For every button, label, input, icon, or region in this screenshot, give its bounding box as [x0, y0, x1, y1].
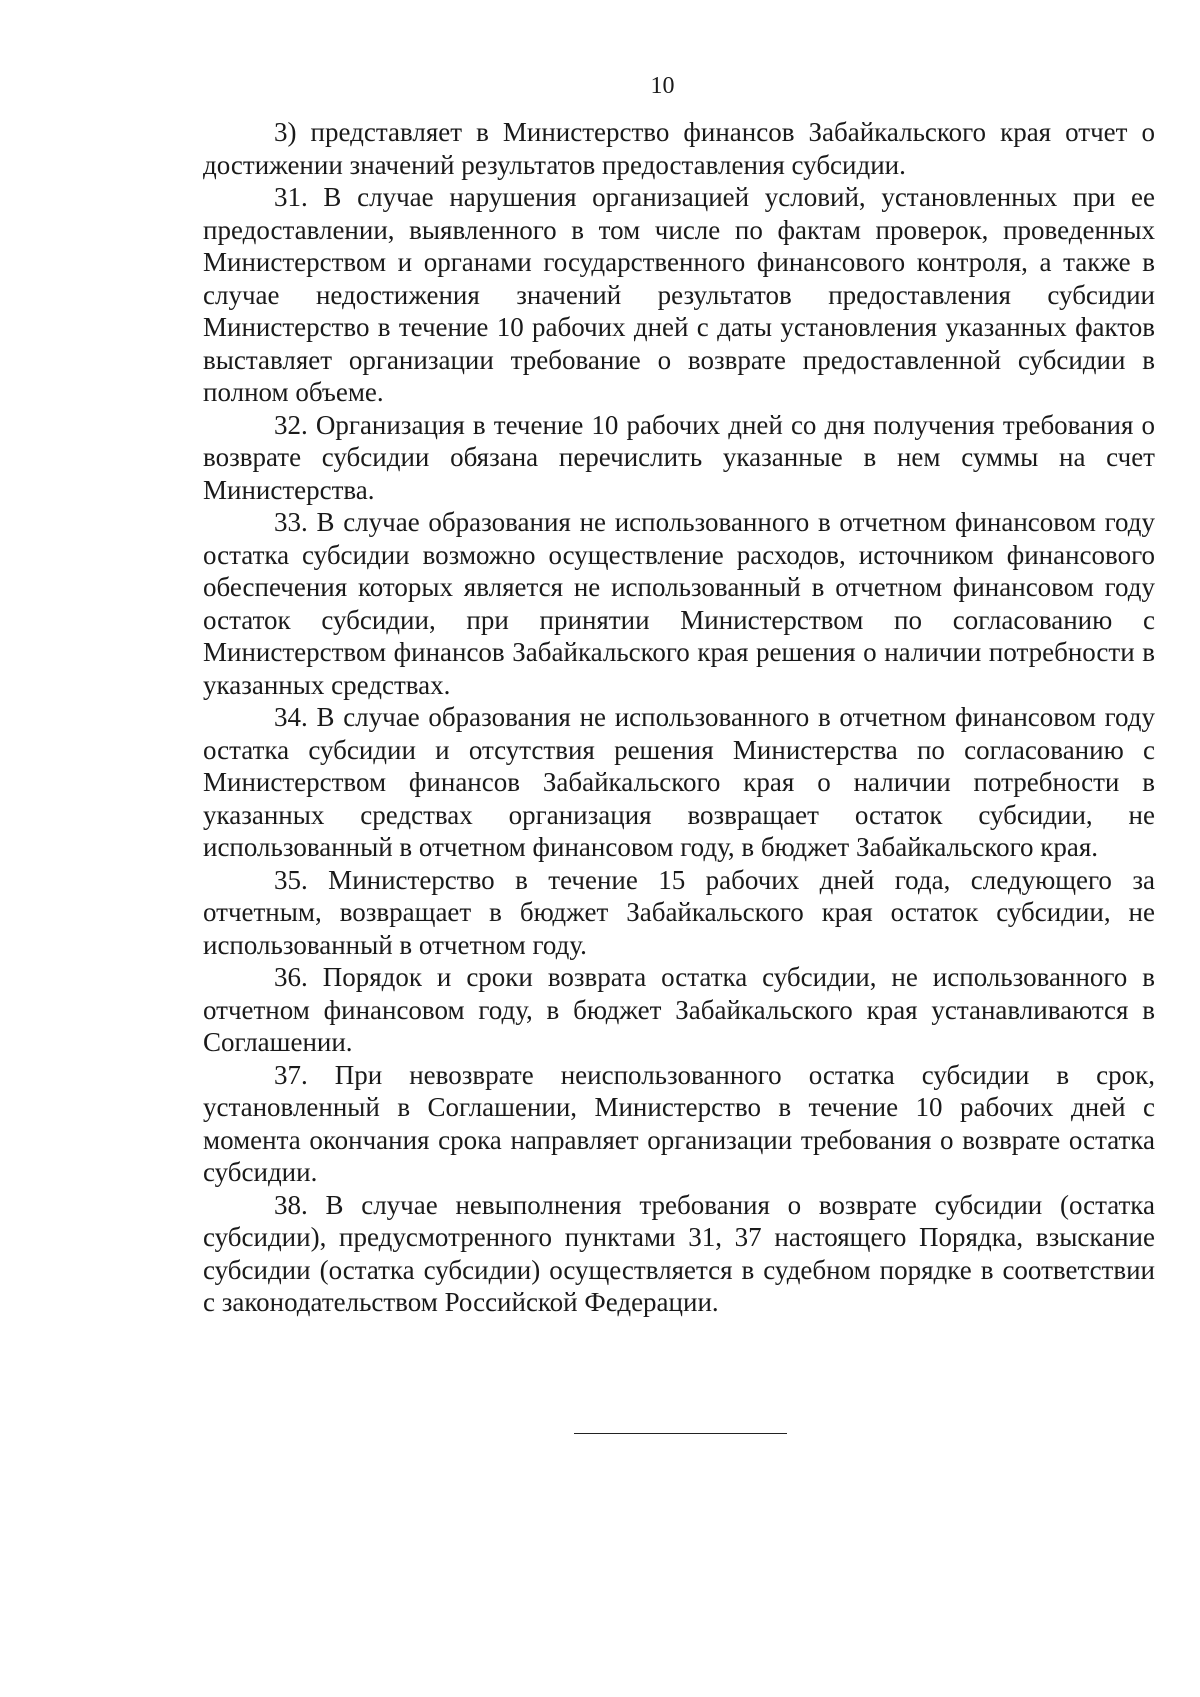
- paragraph-35: 35. Министерство в течение 15 рабочих дней года, следующего за отчетным, возвращает в бюджет Забайкальского края остаток субсидии, не использованный в отчетном году.: [203, 864, 1155, 960]
- paragraph-item-3: 3) представляет в Министерство финансов Забайкальского края отчет о достижении значений результатов предоставления субсидии.: [203, 117, 1155, 180]
- paragraph-38: 38. В случае невыполнения требования о возврате субсидии (остатка субсидии), предусмотренного пунктами 31, 37 настоящего Порядка, взыскание субсидии (остатка субсидии) осуществляется в судебном порядке в соответствии с законодательством Российской Федерации.: [203, 1189, 1155, 1317]
- page-number: 10: [650, 73, 675, 99]
- document-body: [203, 116, 1155, 1319]
- paragraph-37: 37. При невозврате неиспользованного остатка субсидии в срок, установленный в Соглашении, Министерство в течение 10 рабочих дней с момента окончания срока направляет организации требования о возврате остатка субсидии.: [203, 1059, 1155, 1187]
- end-of-document-rule: [574, 1433, 787, 1434]
- paragraph-34: 34. В случае образования не использованного в отчетном финансовом году остатка субсидии и отсутствия решения Министерства по согласованию с Министерством финансов Забайкальского края о наличии потребности в указанных средствах организация возвращает остаток субсидии, не использованный в отчетном финансовом году, в бюджет Забайкальского края.: [203, 702, 1155, 862]
- paragraph-33: 33. В случае образования не использованного в отчетном финансовом году остатка субсидии возможно осуществление расходов, источником финансового обеспечения которых является не использованный в отчетном финансовом году остаток субсидии, при принятии Министерством по согласованию с Министерством финансов Забайкальского края решения о наличии потребности в указанных средствах.: [203, 507, 1155, 700]
- paragraph-36: 36. Порядок и сроки возврата остатка субсидии, не использованного в отчетном финансовом году, в бюджет Забайкальского края устанавливаются в Соглашении.: [203, 962, 1155, 1057]
- paragraph-31: 31. В случае нарушения организацией условий, установленных при ее предоставлении, выявленного в том числе по фактам проверок, проведенных Министерством и органами государственного финансового контроля, а также в случае недостижения значений результатов предоставления субсидии Министерство в течение 10 рабочих дней с даты установления указанных фактов выставляет организации требование о возврате предоставленной субсидии в полном объеме.: [203, 182, 1155, 407]
- paragraph-32: 32. Организация в течение 10 рабочих дней со дня получения требования о возврате субсидии обязана перечислить указанные в нем суммы на счет Министерства.: [203, 409, 1155, 505]
